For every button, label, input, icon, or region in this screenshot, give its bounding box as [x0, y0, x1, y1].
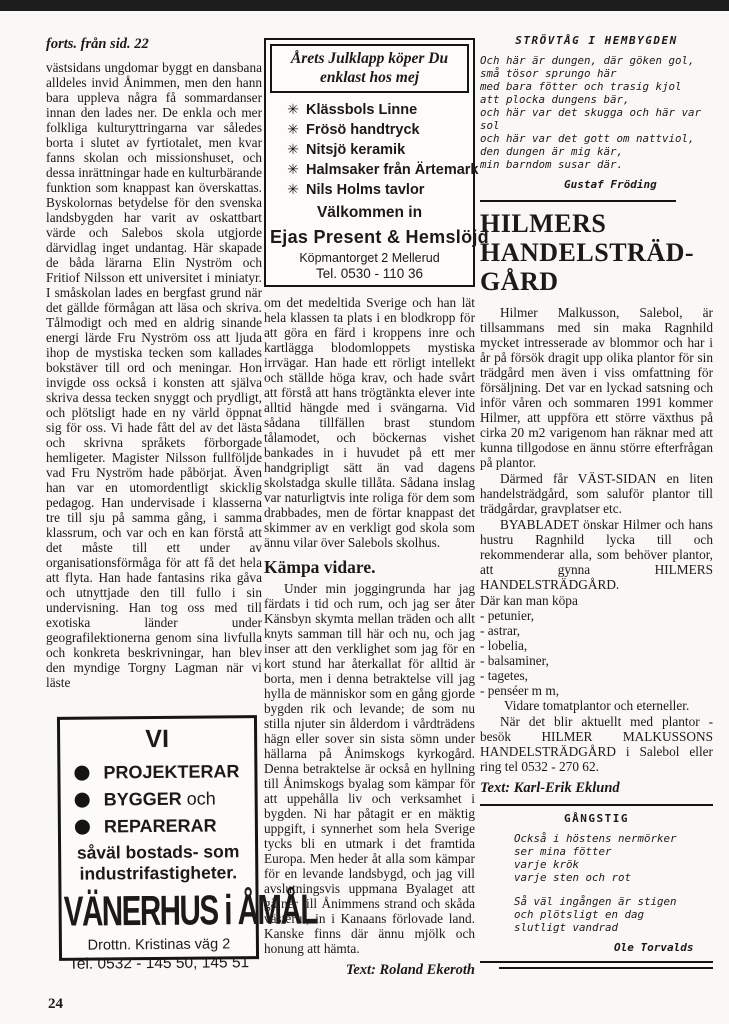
vanerhus-address: Drottn. Kristinas väg 2	[87, 936, 231, 954]
poem-line: varje krök	[514, 858, 580, 871]
ejas-product	[280, 160, 479, 180]
hilmers-heading-line: GÅRD	[480, 267, 559, 296]
hilmers-heading-line: HILMERS	[480, 209, 607, 238]
poem-line: och plötsligt en dag	[514, 908, 645, 921]
left-column	[46, 36, 262, 690]
vanerhus-ad	[57, 715, 318, 973]
poem-line: och här var det skugga och här var sol	[480, 106, 702, 132]
plant-list-intro: Där kan man köpa	[480, 593, 578, 608]
article-body-middle: om det medeltida Sverige och han lät hela klassen ta plats i en blodkropp för att göra en färd i kroppens inre och kartlägga blodomloppets mystiska irrvägar. Han hade ett rörligt intellekt och ställde höga krav, och hade svårt att förstå att hans trögtänkta elever inte alltid hängde med i svängarna. Vid sådana tillfällen brast stundom tålamodet, och böckernas vishet bankades in i huvudet på ett mer handgripligt sätt än vad dagens skolstadga skulle tillåta. Sådana inslag var naturligtvis inte roliga för dem som drabbades, men de förtar knappast det skimmer av en verkligt god skola som ännu vilar över Salebols skolhus.	[264, 295, 475, 550]
poem1-attribution: Gustaf Fröding	[564, 178, 657, 191]
scan-edge-artifact	[0, 0, 729, 11]
ejas-welcome-text: Välkommen in	[316, 204, 423, 221]
poem-line: min barndom susar där.	[480, 158, 624, 171]
bullet-dot-icon	[74, 766, 89, 781]
asterisk-icon: ✳	[287, 141, 299, 157]
poem-line: den dungen är mig kär,	[480, 145, 624, 158]
poem-line: Så väl ingången är stigen	[514, 895, 677, 908]
vanerhus-service: REPARERAR	[103, 815, 217, 837]
poem-line: små tösor sprungo här	[480, 67, 617, 80]
bullet-dot-icon	[75, 793, 90, 808]
poem-line: att plocka dungens bär,	[480, 93, 630, 106]
bottom-divider	[499, 967, 713, 969]
poem2-text	[480, 832, 713, 954]
ejas-product-label: Halmsaker från Ärtemark	[306, 162, 479, 178]
author-signature: Text: Karl-Erik Eklund	[480, 780, 620, 796]
middle-column	[264, 38, 489, 979]
ejas-product-label: Nils Holms tavlor	[306, 182, 425, 198]
hilmers-paragraph: Därmed får VÄST-SIDAN en liten handelsträdgård, som saluför plantor till trädgårdar, gravplatser etc.	[480, 471, 713, 516]
section-divider	[480, 200, 676, 202]
poem1-title: STRÖVTÅG I HEMBYGDEN	[515, 34, 678, 47]
hilmers-heading	[480, 209, 713, 296]
plant-list-item: - astrar,	[480, 623, 521, 638]
ejas-ad-headline	[270, 44, 469, 93]
asterisk-icon: ✳	[287, 121, 299, 137]
vanerhus-service-suffix: och	[181, 788, 216, 809]
ejas-product-list	[280, 100, 479, 200]
poem-line: ser mina fötter	[514, 845, 612, 858]
plant-list-item: - tagetes,	[480, 668, 528, 683]
ejas-ad	[264, 38, 489, 287]
poem-line: med bara fötter och trasig kjol	[480, 80, 682, 93]
section-divider	[480, 804, 713, 806]
poem-line: slutligt vandrad	[514, 921, 619, 934]
vanerhus-phone: Tel. 0532 - 145 50, 145 51	[68, 954, 250, 973]
ejas-headline-line: Årets Julklapp köper Du	[290, 50, 449, 67]
ejas-shop-name: Ejas Present & Hemslöjd	[270, 227, 489, 247]
plant-list-item: - lobelia,	[480, 638, 528, 653]
right-column	[480, 34, 713, 969]
ejas-product-label: Frösö handtryck	[306, 122, 420, 138]
plant-list-item: - petunier,	[480, 608, 535, 623]
vanerhus-subline: industrifastigheter.	[79, 862, 238, 884]
article-body-left: västsidans ungdomar byggt en dansbana alldeles invid Ånimmen, men den hann bara uppleva några få sommardanser innan den lades ner. De enkla och mer folkliga kulturyttringarna var således borta i slutet av fyrtiotalet, men kvar fanns skolan och missionshuset, och dessa inrättningar hade en kulturbärande funktion som knappast kan överskattas. Byskolornas betydelse för den svenska landsbygden har varit av oskattbart värde och Salebos skola utgjorde därvidlag inget undantag. Här skapade de båda lärarna Elin Nyström och Fritiof Nilsson ett universitet i miniatyr. I småskolan lades en bergfast grund när det gällde förmågan att läsa och skriva. Tålmodigt och med en aldrig sinande energi lärde Fru Nyström oss att ljuda ihop de mystiska tecken som kallades bokstäver till ord och meningar. Hon invigde oss också i konsten att själva skriva dessa tecken snyggt och prydligt, och plötsligt hade en ny värld öppnat sig för oss. Vi hade fått del av det lästa och skrivna språkets förborgade hemligeter. Magister Nilsson fullföljde vad Fru Nyström hade påbörjat. Även han var en utomordentligt skicklig pedagog. Han undervisade i klasserna tre till sju på samma gång, i samma klassrum, och var och en kan förstå att det måste till ett under av organisationsförmåga för att få det hela att flyta. Han hade fantasins rika gåva och utnyttjade den till fullo i sin undervisning. Han tog oss med till exotiska länder under geografilektionerna genom sina livfulla och konkreta beskrivningar, han blev den myndige Torgny Lagman när vi läste	[46, 60, 262, 690]
asterisk-icon: ✳	[287, 101, 299, 117]
vanerhus-lead: VI	[145, 724, 170, 754]
hilmers-paragraph: BYABLADET önskar Hilmer och hans hustru Ragnhild lycka till och rekommenderar alla, som behöver plantor, att gynna HILMERS HANDELSTRÄDGÅRD.	[480, 517, 713, 592]
hilmers-paragraph: Vidare tomatplantor och eterneller.	[504, 698, 690, 713]
ejas-phone: Tel. 0530 - 110 36	[315, 266, 424, 281]
ejas-product	[280, 120, 469, 140]
plant-list-item: - balsaminer,	[480, 653, 549, 668]
hilmers-heading-line: HANDELSTRÄD-	[480, 238, 695, 267]
vanerhus-bullet-item	[75, 812, 251, 841]
vanerhus-subline: såväl bostads- som	[76, 841, 240, 863]
plant-list	[480, 608, 713, 698]
continuation-note: forts. från sid. 22	[46, 36, 149, 52]
ejas-product	[280, 140, 469, 160]
ejas-product	[280, 180, 469, 200]
poem1-text	[480, 54, 713, 191]
vanerhus-bullet-item	[75, 785, 251, 814]
vanerhus-service: BYGGER	[103, 788, 182, 810]
vanerhus-bullet-item	[74, 758, 250, 787]
hilmers-paragraph: Hilmer Malkusson, Salebol, är tillsammans med sin maka Ragnhild mycket intresserade av blommor och har i år på försök dragit upp olika plantor för sin trädgård men även i viss omfattning för försäljning. Det var en lyckad satsning och inför våren och sommaren 1991 kommer Hilmer, att uppföra ett större växthus på cirka 20 m2 varigenom han räknar med att kunna tillgodose en ännu större efterfrågan på plantor.	[480, 305, 713, 470]
hilmers-paragraph: När det blir aktuellt med plantor - besök HILMER MALKUSSONS HANDELSTRÄDGÅRD i Salebol eller ring tel 0532 - 270 62.	[480, 714, 713, 774]
ejas-product-label: Nitsjö keramik	[306, 142, 406, 158]
author-signature: Text: Roland Ekeroth	[345, 962, 475, 978]
stanza-gap	[514, 884, 713, 895]
poem-line: Också i höstens nermörker	[514, 832, 677, 845]
asterisk-icon: ✳	[287, 161, 299, 177]
page-number: 24	[48, 996, 63, 1012]
poem-line: och här var det gott om nattviol,	[480, 132, 695, 145]
ejas-product-label: Klässbols Linne	[306, 102, 418, 118]
article-body-middle-2: Under min joggingrunda har jag färdats i tid och rum, och jag ser åter Känsbyn skymta mellan träden och allt knyts samman till här och nu, och jag inser att den verklighet som jag för en kort stund har återkallat för alltid är borta, men i denna betraktelse vill jag hylla de människor som en gång gjorde bygden rik och levande; de som nu stilla njuter sin ålderdom i vårdträdens hägn eller sover sin sista sömn under hällarna på Ånimskogs kyrkogård. Denna betraktelse är också en hyllning till Ånimskogs byalag som kämpar för att uppehålla liv och verksamhet i bygden. Ni har påtagit er en mäktig uppgift, i synnerhet som hela Sverige tycks bli en utmark i det framtida Europa. Men heder åt alla som kämpar för en levande landsbygd, och jag vill avslutningsvis uppmana Byalaget att gå ner till Ånimmens strand och skåda västerut, in i Kanaans förlovade land. Kanske finns där ännu mjölk och honung att hämta.	[264, 581, 475, 956]
vanerhus-company-name: VÄNERHUS i ÅMÅL	[63, 887, 318, 936]
vanerhus-service: PROJEKTERAR	[103, 761, 240, 783]
poem2-title: GÅNGSTIG	[564, 812, 629, 825]
bullet-dot-icon	[75, 820, 90, 835]
poem-line: Och här är dungen, där göken gol,	[480, 54, 695, 67]
ejas-headline-line: enklast hos mej	[319, 69, 420, 86]
poem-line: varje sten och rot	[514, 871, 632, 884]
vanerhus-bullet-list	[74, 758, 251, 841]
ejas-product	[280, 100, 469, 120]
poem2-attribution: Ole Torvalds	[614, 941, 694, 954]
ejas-address: Köpmantorget 2 Mellerud	[299, 251, 440, 265]
bottom-divider	[480, 961, 713, 963]
kampa-vidare-heading: Kämpa vidare.	[264, 557, 376, 577]
plant-list-item: - penséer m m,	[480, 683, 560, 698]
asterisk-icon: ✳	[287, 181, 299, 197]
